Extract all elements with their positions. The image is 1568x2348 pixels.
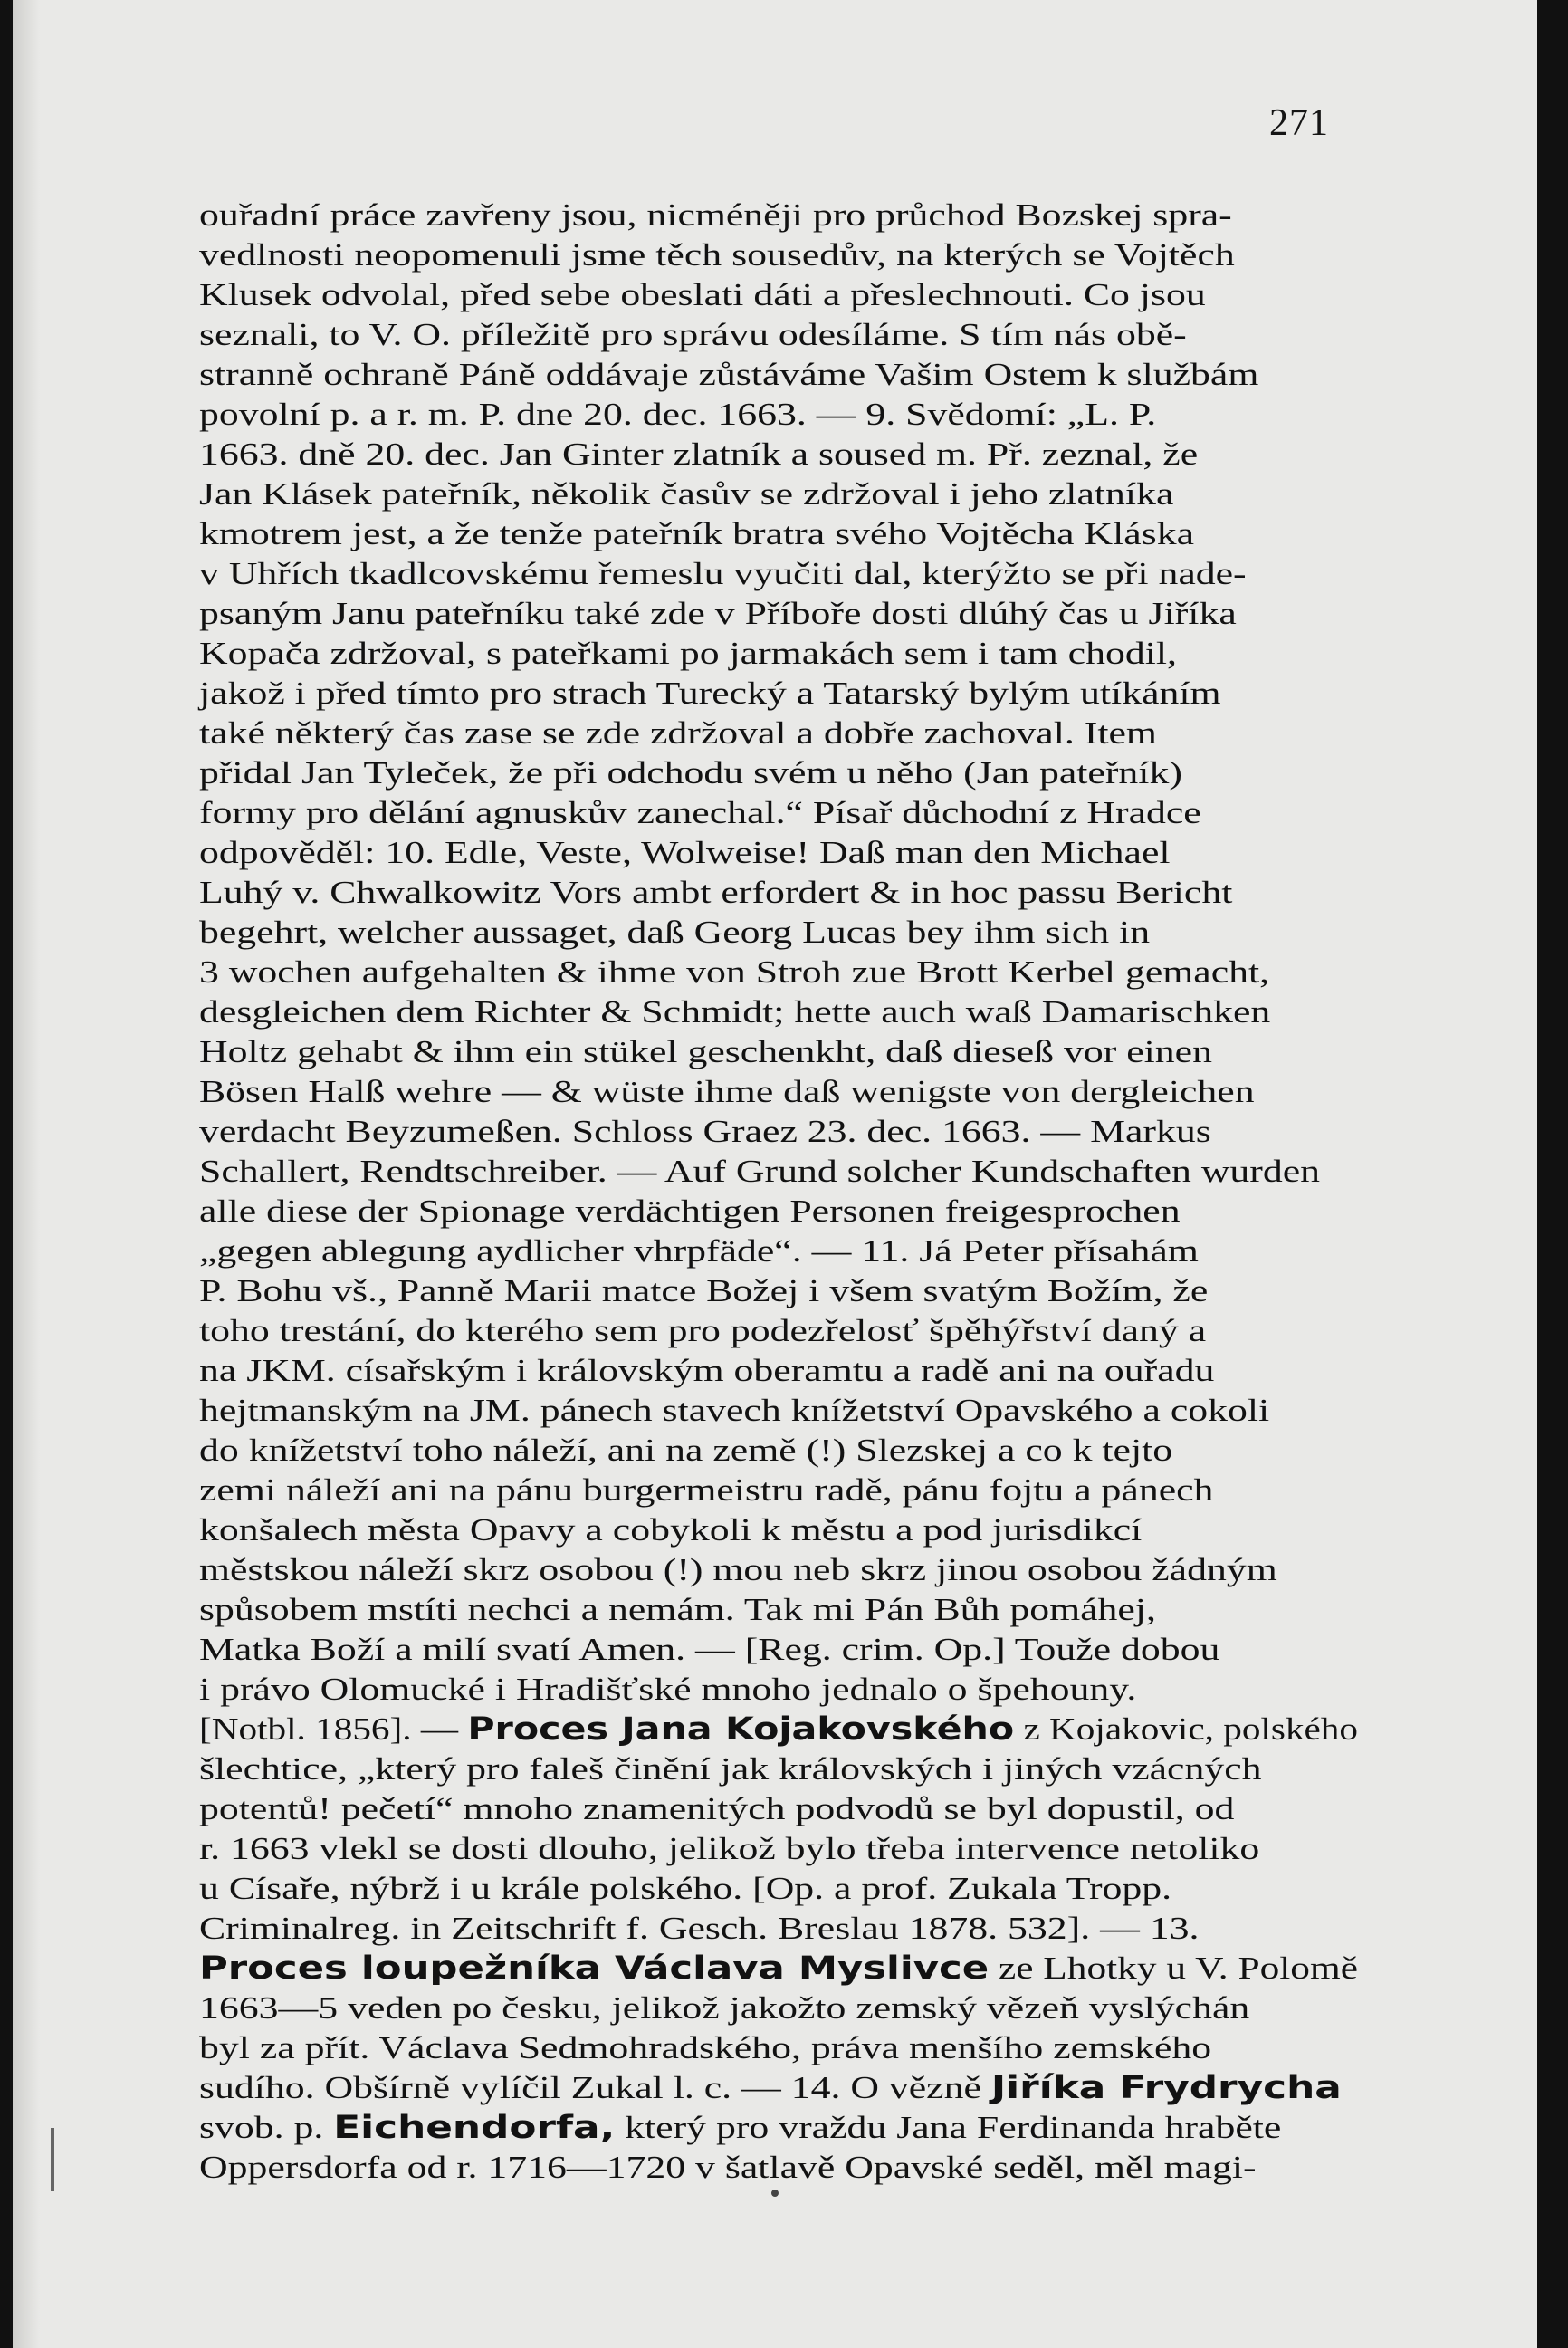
body-text — [199, 196, 1358, 2188]
text-line: Holtz gehabt & ihm ein stükel geschenkht, daß dieseß vor einen — [199, 1034, 1212, 1069]
text-line: Jan Klásek pateřník, několik časův se zdržoval i jeho zlatníka — [199, 476, 1174, 512]
text-line: desgleichen dem Richter & Schmidt; hette auch waß Damarischken — [199, 994, 1271, 1030]
text-line: r. 1663 vlekl se dosti dlouho, jelikož bylo třeba intervence netoliko — [199, 1831, 1260, 1866]
text-line: jakož i před tímto pro strach Turecký a Tatarský bylým utíkáním — [199, 676, 1221, 711]
page-number: 271 — [1269, 102, 1329, 144]
text-line: seznali, to V. O. příležitě pro správu odesíláme. S tím nás obě- — [199, 317, 1187, 352]
text-line: zemi náleží ani na pánu burgermeistru radě, pánu fojtu a pánech — [199, 1472, 1214, 1508]
text-line: hejtmanským na JM. pánech stavech knížetství Opavského a cokoli — [199, 1393, 1270, 1428]
text-line: ouřadní práce zavřeny jsou, nicméněji pro průchod Bozskej spra- — [199, 197, 1232, 233]
text-line: toho trestání, do kterého sem pro podezřelosť špěhýřství daný a — [199, 1313, 1207, 1348]
text-line: Schallert, Rendtschreiber. — Auf Grund solcher Kundschaften wurden — [199, 1154, 1321, 1189]
text-line: psaným Janu pateřníku také zde v Příboře dosti dlúhý čas u Jiříka — [199, 596, 1237, 631]
text-line: Matka Boží a milí svatí Amen. — [Reg. crim. Op.] Touže dobou — [199, 1632, 1220, 1667]
heading-eichendorf: Eichendorfa, — [333, 2110, 616, 2146]
text-line: Criminalreg. in Zeitschrift f. Gesch. Breslau 1878. 532]. — 13. — [199, 1911, 1200, 1946]
text-line: odpověděl: 10. Edle, Veste, Wolweise! Daß man den Michael — [199, 835, 1171, 870]
text-line: alle diese der Spionage verdächtigen Personen freigesprochen — [199, 1193, 1181, 1229]
text-line: spůsobem mstíti nechci a nemám. Tak mi Pán Bůh pomáhej, — [199, 1592, 1156, 1627]
text-line: 1663—5 veden po česku, jelikož jakožto zemský vězeň vyslýchán — [199, 1990, 1250, 2026]
text-line: povolní p. a r. m. P. dne 20. dec. 1663. — 9. Svědomí: „L. P. — [199, 397, 1157, 432]
text-line: Oppersdorfa od r. 1716—1720 v šatlavě Opavské seděl, měl magi- — [199, 2150, 1257, 2185]
text-line: šlechtice, „který pro faleš činění jak královských i jiných vzácných — [199, 1751, 1262, 1787]
text-line: konšalech města Opavy a cobykoli k městu a pod jurisdikcí — [199, 1512, 1143, 1548]
text-line: kmotrem jest, a že tenže pateřník bratra svého Vojtěcha Kláska — [199, 516, 1195, 551]
text-line: do knížetství toho náleží, ani na země (!) Slezskej a co k tejto — [199, 1433, 1173, 1468]
binding-shadow — [13, 0, 40, 2348]
text-line: u Císaře, nýbrž i u krále polského. [Op. a prof. Zukala Tropp. — [199, 1871, 1172, 1906]
footer-dot — [771, 2190, 779, 2197]
margin-mark — [51, 2128, 54, 2191]
text-line: 1663. dně 20. dec. Jan Ginter zlatník a soused m. Př. zeznal, že — [199, 436, 1199, 472]
text-line: svob. p. Eichendorfa, který pro vraždu Jana Ferdinanda hraběte — [199, 2110, 1282, 2146]
text-line: Luhý v. Chwalkowitz Vors ambt erfordert & in hoc passu Bericht — [199, 875, 1233, 910]
text-line: formy pro dělání agnuskův zanechal.“ Písař důchodní z Hradce — [199, 795, 1201, 830]
text-line: městskou náleží skrz osobou (!) mou neb skrz jinou osobou žádným — [199, 1552, 1277, 1587]
text-line: [Notbl. 1856]. — Proces Jana Kojakovského z Kojakovic, polského — [199, 1711, 1358, 1748]
text-line: Bösen Halß wehre — & wüste ihme daß wenigste von dergleichen — [199, 1074, 1255, 1109]
heading-proces-myslivec: Proces loupežníka Václava Myslivce — [199, 1950, 990, 1987]
text-line: na JKM. císařským i královským oberamtu a radě ani na ouřadu — [199, 1353, 1215, 1388]
text-line: také některý čas zase se zde zdržoval a dobře zachoval. Item — [199, 715, 1157, 751]
text-line: Klusek odvolal, před sebe obeslati dáti a přeslechnouti. Co jsou — [199, 277, 1206, 312]
text-line: verdacht Beyzumeßen. Schloss Graez 23. dec. 1663. — Markus — [199, 1114, 1211, 1149]
text-line: Kopača zdržoval, s pateřkami po jarmakách sem i tam chodil, — [199, 636, 1177, 671]
heading-proces-kojakovsky: Proces Jana Kojakovského — [467, 1711, 1015, 1748]
text-line: begehrt, welcher aussaget, daß Georg Lucas bey ihm sich in — [199, 915, 1151, 950]
text-line: sudího. Obšírně vylíčil Zukal l. c. — 14. O vězně Jiříka Frydrycha — [199, 2070, 1342, 2106]
heading-jirik-frydrych: Jiříka Frydrycha — [990, 2070, 1342, 2106]
text-line: byl za přít. Václava Sedmohradského, práva menšího zemského — [199, 2030, 1212, 2065]
text-line: vedlnosti neopomenuli jsme těch sousedův, na kterých se Vojtěch — [199, 237, 1235, 273]
text-line: přidal Jan Tyleček, že při odchodu svém u něho (Jan pateřník) — [199, 755, 1182, 791]
text-line: potentů! pečetí“ mnoho znamenitých podvodů se byl dopustil, od — [199, 1791, 1235, 1826]
text-line: Proces loupežníka Václava Myslivce ze Lhotky u V. Polomě — [199, 1950, 1358, 1987]
text-line: stranně ochraně Páně oddávaje zůstáváme Vašim Ostem k službám — [199, 357, 1259, 392]
text-line: „gegen ablegung aydlicher vhrpfäde“. — 11. Já Peter přísahám — [199, 1233, 1199, 1269]
text-line: i právo Olomucké i Hradišťské mnoho jednalo o špehouny. — [199, 1672, 1137, 1707]
text-line: P. Bohu vš., Panně Marii matce Božej i všem svatým Božím, že — [199, 1273, 1209, 1308]
text-line: 3 wochen aufgehalten & ihme von Stroh zue Brott Kerbel gemacht, — [199, 954, 1270, 990]
text-line: v Uhřích tkadlcovskému řemeslu vyučiti dal, kterýžto se při nade- — [199, 556, 1247, 591]
